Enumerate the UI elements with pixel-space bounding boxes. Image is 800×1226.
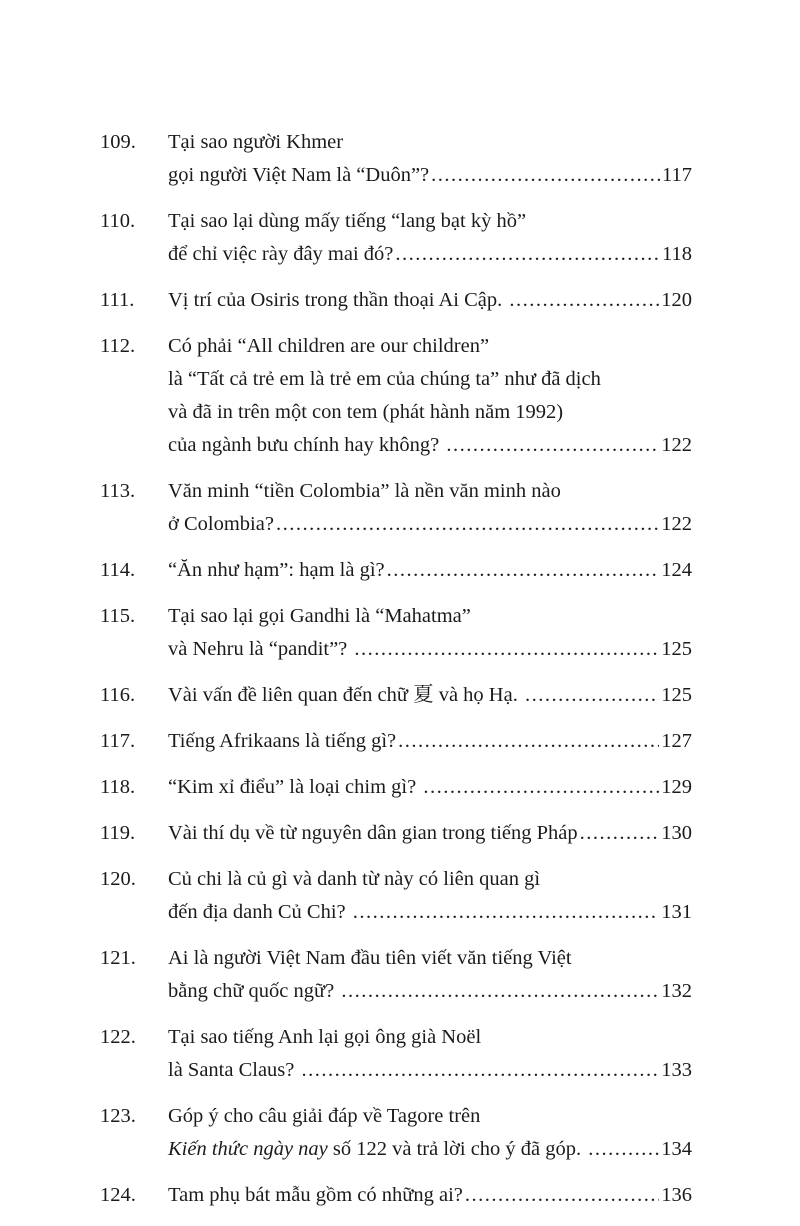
dot-leader [446, 429, 659, 462]
entry-title-text [168, 771, 421, 804]
entry-number: 121. [100, 947, 136, 969]
page-number: 125 [661, 638, 692, 660]
entry-title-text [168, 896, 351, 929]
entry-title-text [168, 159, 429, 192]
entry-text-segment: Củ chi là củ gì và danh từ này có liên quan gì [168, 868, 541, 890]
dot-leader [509, 284, 659, 317]
entry-text-segment: của ngành bưu chính hay không? [168, 434, 445, 456]
toc-entry [100, 205, 692, 271]
entry-line [168, 1133, 692, 1166]
entry-text-segment: bằng chữ quốc ngữ? [168, 980, 340, 1002]
dot-leader [398, 725, 659, 758]
dot-leader [387, 554, 660, 587]
entry-title-text [168, 1179, 463, 1212]
entry-line [168, 508, 692, 541]
entry-line [168, 330, 692, 363]
entry-title-text [168, 1054, 300, 1087]
entry-line [168, 771, 692, 804]
entry-line [168, 554, 692, 587]
entry-text-segment: ở Colombia? [168, 513, 274, 535]
entry-title-text [168, 817, 578, 850]
entry-line [168, 284, 692, 317]
page-number: 122 [661, 434, 692, 456]
entry-line [168, 817, 692, 850]
entry-title-text [168, 554, 385, 587]
page-number: 131 [661, 901, 692, 923]
entry-text-segment: “Ăn như hạm”: hạm là gì? [168, 559, 385, 581]
toc-entry [100, 1179, 692, 1212]
entry-number: 115. [100, 605, 136, 627]
entry-title-text [168, 725, 396, 758]
entry-text-segment: Góp ý cho câu giải đáp về Tagore trên [168, 1105, 481, 1127]
entry-line [168, 863, 692, 896]
entry-line [168, 633, 692, 666]
entry-text-segment: Tam phụ bát mẫu gồm có những ai? [168, 1184, 463, 1206]
dot-leader [302, 1054, 660, 1087]
entry-text-segment: đến địa danh Củ Chi? [168, 901, 351, 923]
dot-leader [353, 896, 659, 929]
page-number: 133 [661, 1059, 692, 1081]
entry-line [168, 725, 692, 758]
entry-text-segment: Tiếng Afrikaans là tiếng gì? [168, 730, 397, 752]
entry-title-text [168, 396, 563, 429]
entry-text-segment: gọi người Việt Nam là “Duôn”? [168, 164, 430, 186]
entry-title-text [168, 600, 471, 633]
toc-entry [100, 330, 692, 462]
page-number: 129 [661, 776, 692, 798]
entry-number: 111. [100, 289, 135, 311]
dot-leader [588, 1133, 659, 1166]
entry-number: 117. [100, 730, 136, 752]
entry-lines [168, 600, 692, 666]
entry-text-segment: Tại sao lại dùng mấy tiếng “lang bạt kỳ hồ” [168, 210, 527, 232]
toc-entry [100, 863, 692, 929]
entry-number: 110. [100, 210, 136, 232]
toc-entry [100, 1100, 692, 1166]
entry-number: 109. [100, 131, 136, 153]
entry-line [168, 679, 692, 712]
entry-line [168, 1179, 692, 1212]
entry-title-text [168, 238, 393, 271]
entry-line [168, 363, 692, 396]
entry-number: 120. [100, 868, 136, 890]
toc-entry [100, 475, 692, 541]
toc-entry [100, 600, 692, 666]
toc-entry [100, 942, 692, 1008]
entry-number: 112. [100, 335, 136, 357]
entry-text-segment: là Santa Claus? [168, 1059, 300, 1081]
entry-lines [168, 771, 692, 804]
entry-title-text [168, 205, 526, 238]
page-number: 132 [661, 980, 692, 1002]
entry-title-text [168, 126, 343, 159]
entry-number: 113. [100, 480, 136, 502]
entry-title-text [168, 633, 352, 666]
entry-lines [168, 725, 692, 758]
entry-line [168, 429, 692, 462]
entry-lines [168, 942, 692, 1008]
entry-lines [168, 205, 692, 271]
entry-lines [168, 330, 692, 462]
page-number: 127 [661, 730, 692, 752]
entry-text-segment: Tại sao tiếng Anh lại gọi ông già Noël [168, 1026, 482, 1048]
entry-lines [168, 1179, 692, 1212]
entry-line [168, 159, 692, 192]
entry-line [168, 126, 692, 159]
dot-leader [395, 238, 660, 271]
entry-lines [168, 554, 692, 587]
entry-number: 122. [100, 1026, 136, 1048]
entry-text-segment: Vị trí của Osiris trong thần thoại Ai Cập. [168, 289, 508, 311]
entry-line [168, 205, 692, 238]
entry-title-text [168, 1021, 481, 1054]
entry-title-text [168, 508, 274, 541]
toc-entry [100, 554, 692, 587]
dot-leader [341, 975, 659, 1008]
entry-title-text [168, 1133, 586, 1166]
entry-number: 114. [100, 559, 136, 581]
entry-line [168, 238, 692, 271]
dot-leader [276, 508, 659, 541]
entry-number: 124. [100, 1184, 136, 1206]
entry-title-text [168, 679, 523, 712]
entry-lines [168, 1021, 692, 1087]
toc-entry [100, 1021, 692, 1087]
page-number: 122 [661, 513, 692, 535]
page-number: 118 [662, 243, 692, 265]
entry-text-segment: Tại sao lại gọi Gandhi là “Mahatma” [168, 605, 471, 627]
entry-text-segment: Tại sao người Khmer [168, 131, 344, 153]
entry-text-segment: Văn minh “tiền Colombia” là nền văn minh nào [168, 480, 561, 502]
entry-text-segment: số 122 và trả lời cho ý đã góp. [327, 1138, 587, 1160]
entry-line [168, 396, 692, 429]
page-number: 136 [661, 1184, 692, 1206]
toc-entry [100, 817, 692, 850]
entry-lines [168, 284, 692, 317]
entry-line [168, 896, 692, 929]
dot-leader [431, 159, 660, 192]
entry-text-segment: và Nehru là “pandit”? [168, 638, 353, 660]
dot-leader [525, 679, 659, 712]
entry-number: 118. [100, 776, 136, 798]
entry-lines [168, 1100, 692, 1166]
entry-text-segment: để chỉ việc rày đây mai đó? [168, 243, 394, 265]
toc-entry [100, 284, 692, 317]
entry-text-segment: Vài thí dụ về từ nguyên dân gian trong tiếng Pháp [168, 822, 578, 844]
entry-line [168, 475, 692, 508]
toc-entry [100, 725, 692, 758]
page-number: 125 [661, 684, 692, 706]
entry-line [168, 1021, 692, 1054]
entry-line [168, 600, 692, 633]
entry-text-segment: Có phải “All children are our children” [168, 335, 490, 357]
dot-leader [580, 817, 660, 850]
entry-line [168, 942, 692, 975]
entry-text-segment: Ai là người Việt Nam đầu tiên viết văn tiếng Việt [168, 947, 572, 969]
page-number: 117 [662, 164, 692, 186]
toc-entry [100, 679, 692, 712]
page-number: 134 [661, 1138, 692, 1160]
entry-text-segment: “Kim xỉ điểu” là loại chim gì? [168, 776, 422, 798]
entry-lines [168, 679, 692, 712]
toc-list [100, 126, 692, 1225]
toc-entry [100, 771, 692, 804]
entry-title-text [168, 1100, 480, 1133]
entry-text-italic-segment: Kiến thức ngày nay [168, 1138, 328, 1160]
entry-text-segment: là “Tất cả trẻ em là trẻ em của chúng ta” như đã dịch [168, 368, 601, 390]
entry-title-text [168, 975, 339, 1008]
entry-lines [168, 863, 692, 929]
page-number: 130 [661, 822, 692, 844]
dot-leader [465, 1179, 659, 1212]
entry-lines [168, 817, 692, 850]
entry-title-text [168, 429, 444, 462]
entry-title-text [168, 475, 561, 508]
entry-number: 116. [100, 684, 136, 706]
entry-title-text [168, 284, 507, 317]
entry-title-text [168, 330, 489, 363]
dot-leader [423, 771, 659, 804]
entry-number: 119. [100, 822, 136, 844]
entry-lines [168, 126, 692, 192]
page-number: 124 [661, 559, 692, 581]
entry-title-text [168, 363, 601, 396]
toc-entry [100, 126, 692, 192]
entry-line [168, 1100, 692, 1133]
page-number: 120 [661, 289, 692, 311]
entry-line [168, 975, 692, 1008]
entry-text-segment: và đã in trên một con tem (phát hành năm 1992) [168, 401, 564, 423]
dot-leader [354, 633, 659, 666]
entry-title-text [168, 942, 572, 975]
entry-title-text [168, 863, 540, 896]
entry-number: 123. [100, 1105, 136, 1127]
entry-line [168, 1054, 692, 1087]
entry-lines [168, 475, 692, 541]
entry-text-segment: Vài vấn đề liên quan đến chữ 夏 và họ Hạ. [168, 684, 523, 706]
